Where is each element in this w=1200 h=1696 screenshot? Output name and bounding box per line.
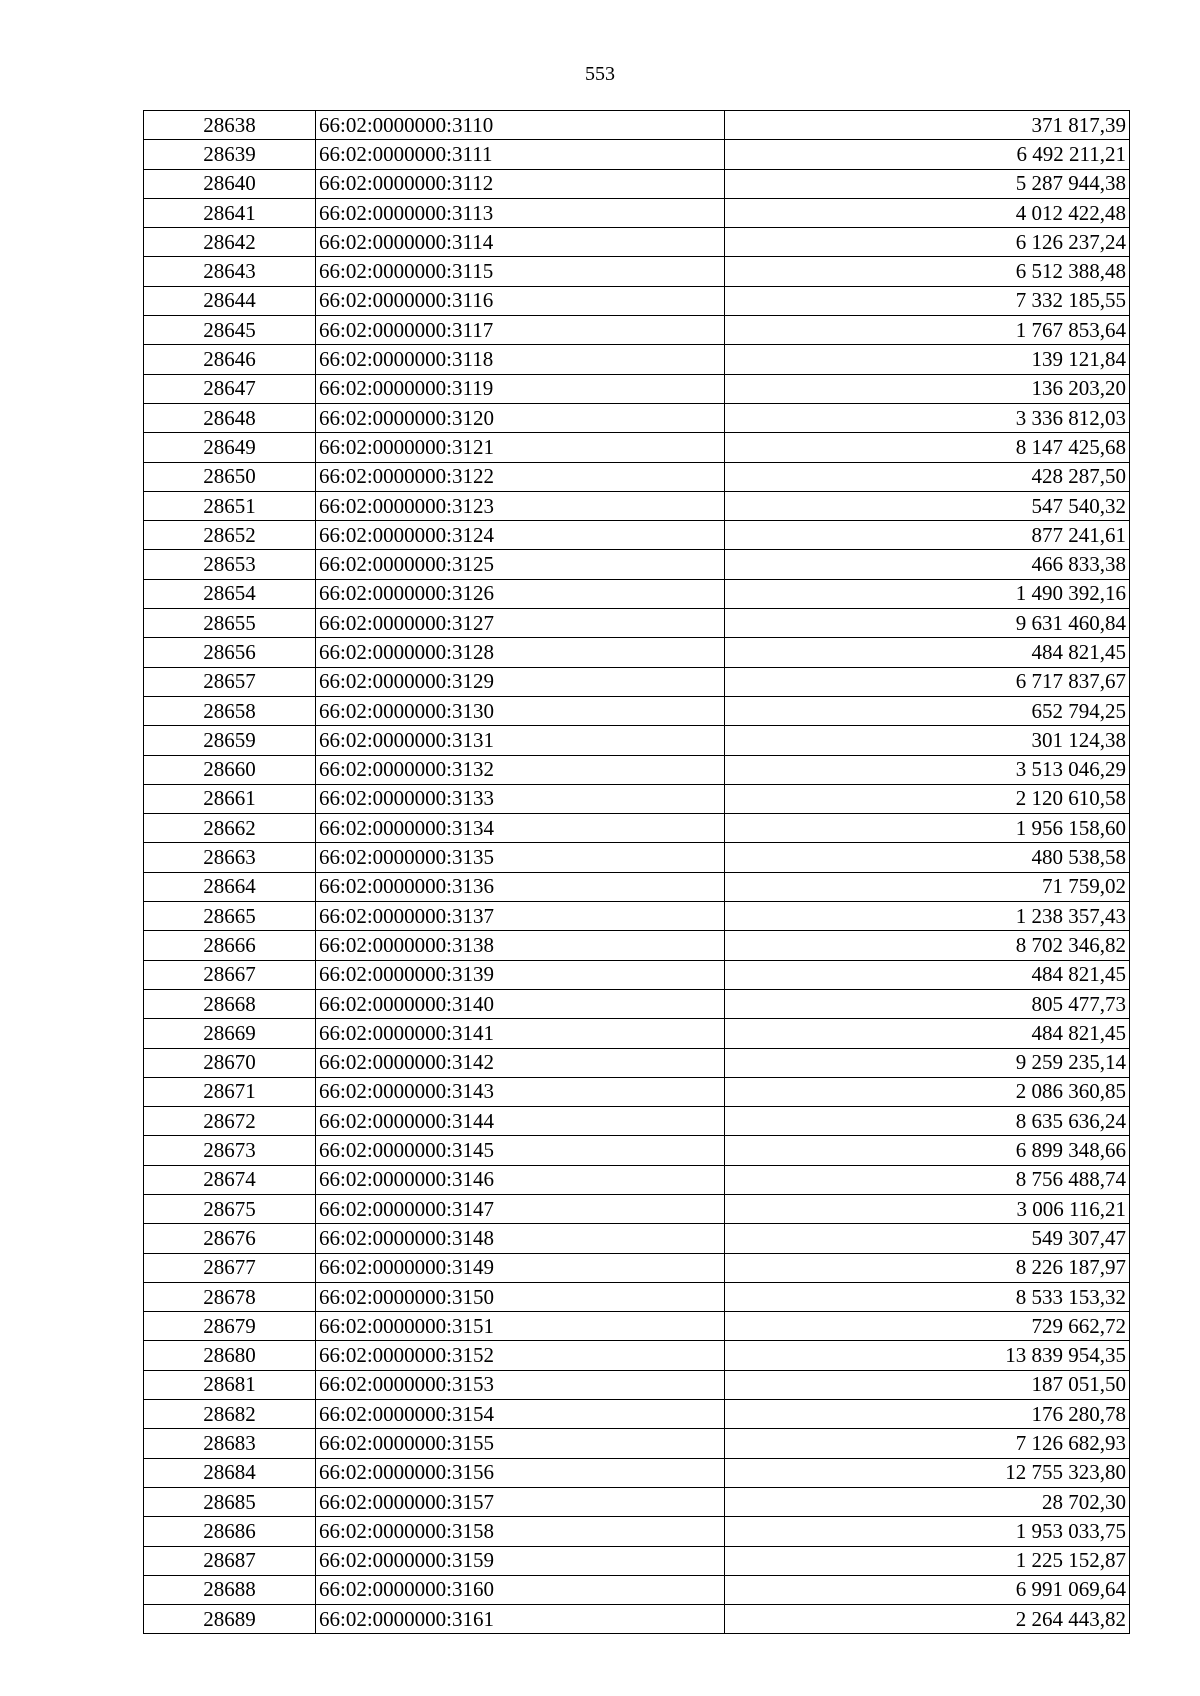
cadastral-value-cell: 8 147 425,68 — [725, 433, 1130, 462]
row-number-cell: 28653 — [144, 550, 316, 579]
table-row — [144, 1253, 1130, 1282]
cadastral-number-cell: 66:02:0000000:3152 — [316, 1341, 725, 1370]
row-number-cell: 28670 — [144, 1048, 316, 1077]
cadastral-number-cell: 66:02:0000000:3128 — [316, 638, 725, 667]
row-number-cell: 28647 — [144, 374, 316, 403]
table-row — [144, 638, 1130, 667]
table-row — [144, 902, 1130, 931]
table-row — [144, 989, 1130, 1018]
cadastral-value-cell: 28 702,30 — [725, 1487, 1130, 1516]
row-number-cell: 28680 — [144, 1341, 316, 1370]
table-row — [144, 843, 1130, 872]
table-row — [144, 1048, 1130, 1077]
cadastral-value-cell: 428 287,50 — [725, 462, 1130, 491]
table-row — [144, 814, 1130, 843]
cadastral-number-cell: 66:02:0000000:3131 — [316, 726, 725, 755]
cadastral-number-cell: 66:02:0000000:3127 — [316, 609, 725, 638]
table-row — [144, 1517, 1130, 1546]
table-row — [144, 960, 1130, 989]
table-row — [144, 1194, 1130, 1223]
cadastral-value-cell: 1 767 853,64 — [725, 316, 1130, 345]
cadastral-value-cell: 549 307,47 — [725, 1224, 1130, 1253]
table-row — [144, 1370, 1130, 1399]
row-number-cell: 28662 — [144, 814, 316, 843]
cadastral-value-cell: 12 755 323,80 — [725, 1458, 1130, 1487]
cadastral-number-cell: 66:02:0000000:3139 — [316, 960, 725, 989]
cadastral-number-cell: 66:02:0000000:3158 — [316, 1517, 725, 1546]
cadastral-value-cell: 7 332 185,55 — [725, 286, 1130, 315]
cadastral-number-cell: 66:02:0000000:3111 — [316, 140, 725, 169]
table-row — [144, 1107, 1130, 1136]
cadastral-value-cell: 6 512 388,48 — [725, 257, 1130, 286]
row-number-cell: 28639 — [144, 140, 316, 169]
cadastral-value-cell: 5 287 944,38 — [725, 169, 1130, 198]
table-row — [144, 1224, 1130, 1253]
table-row — [144, 1282, 1130, 1311]
table-row — [144, 433, 1130, 462]
table-row — [144, 1019, 1130, 1048]
row-number-cell: 28642 — [144, 228, 316, 257]
table-row — [144, 1136, 1130, 1165]
cadastral-value-cell: 8 533 153,32 — [725, 1282, 1130, 1311]
row-number-cell: 28654 — [144, 579, 316, 608]
table-row — [144, 403, 1130, 432]
row-number-cell: 28689 — [144, 1605, 316, 1634]
cadastral-number-cell: 66:02:0000000:3145 — [316, 1136, 725, 1165]
cadastral-number-cell: 66:02:0000000:3157 — [316, 1487, 725, 1516]
row-number-cell: 28672 — [144, 1107, 316, 1136]
cadastral-number-cell: 66:02:0000000:3112 — [316, 169, 725, 198]
cadastral-number-cell: 66:02:0000000:3141 — [316, 1019, 725, 1048]
cadastral-number-cell: 66:02:0000000:3144 — [316, 1107, 725, 1136]
cadastral-number-cell: 66:02:0000000:3160 — [316, 1575, 725, 1604]
table-row — [144, 667, 1130, 696]
cadastral-number-cell: 66:02:0000000:3122 — [316, 462, 725, 491]
row-number-cell: 28687 — [144, 1546, 316, 1575]
table-row — [144, 550, 1130, 579]
cadastral-number-cell: 66:02:0000000:3125 — [316, 550, 725, 579]
cadastral-value-table — [143, 110, 1130, 1634]
cadastral-number-cell: 66:02:0000000:3161 — [316, 1605, 725, 1634]
table-row — [144, 521, 1130, 550]
cadastral-value-cell: 1 238 357,43 — [725, 902, 1130, 931]
cadastral-value-cell: 139 121,84 — [725, 345, 1130, 374]
row-number-cell: 28684 — [144, 1458, 316, 1487]
row-number-cell: 28661 — [144, 784, 316, 813]
row-number-cell: 28664 — [144, 872, 316, 901]
table-row — [144, 462, 1130, 491]
cadastral-number-cell: 66:02:0000000:3138 — [316, 931, 725, 960]
cadastral-number-cell: 66:02:0000000:3150 — [316, 1282, 725, 1311]
table-row — [144, 696, 1130, 725]
row-number-cell: 28644 — [144, 286, 316, 315]
cadastral-number-cell: 66:02:0000000:3126 — [316, 579, 725, 608]
table-row — [144, 1077, 1130, 1106]
cadastral-number-cell: 66:02:0000000:3151 — [316, 1312, 725, 1341]
cadastral-number-cell: 66:02:0000000:3132 — [316, 755, 725, 784]
cadastral-value-cell: 71 759,02 — [725, 872, 1130, 901]
cadastral-value-cell: 3 336 812,03 — [725, 403, 1130, 432]
cadastral-number-cell: 66:02:0000000:3143 — [316, 1077, 725, 1106]
row-number-cell: 28682 — [144, 1400, 316, 1429]
cadastral-number-cell: 66:02:0000000:3118 — [316, 345, 725, 374]
page-number: 553 — [585, 63, 615, 85]
cadastral-value-cell: 176 280,78 — [725, 1400, 1130, 1429]
row-number-cell: 28679 — [144, 1312, 316, 1341]
row-number-cell: 28685 — [144, 1487, 316, 1516]
cadastral-value-cell: 547 540,32 — [725, 491, 1130, 520]
row-number-cell: 28677 — [144, 1253, 316, 1282]
cadastral-value-cell: 729 662,72 — [725, 1312, 1130, 1341]
cadastral-value-cell: 3 006 116,21 — [725, 1194, 1130, 1223]
row-number-cell: 28676 — [144, 1224, 316, 1253]
cadastral-number-cell: 66:02:0000000:3134 — [316, 814, 725, 843]
cadastral-value-cell: 2 086 360,85 — [725, 1077, 1130, 1106]
table-row — [144, 198, 1130, 227]
cadastral-number-cell: 66:02:0000000:3114 — [316, 228, 725, 257]
cadastral-number-cell: 66:02:0000000:3123 — [316, 491, 725, 520]
cadastral-value-cell: 877 241,61 — [725, 521, 1130, 550]
cadastral-number-cell: 66:02:0000000:3159 — [316, 1546, 725, 1575]
cadastral-value-cell: 1 956 158,60 — [725, 814, 1130, 843]
row-number-cell: 28638 — [144, 111, 316, 140]
cadastral-value-cell: 2 120 610,58 — [725, 784, 1130, 813]
cadastral-value-cell: 9 631 460,84 — [725, 609, 1130, 638]
cadastral-value-cell: 136 203,20 — [725, 374, 1130, 403]
row-number-cell: 28643 — [144, 257, 316, 286]
row-number-cell: 28683 — [144, 1429, 316, 1458]
row-number-cell: 28658 — [144, 696, 316, 725]
cadastral-value-cell: 8 226 187,97 — [725, 1253, 1130, 1282]
cadastral-value-cell: 9 259 235,14 — [725, 1048, 1130, 1077]
cadastral-value-cell: 2 264 443,82 — [725, 1605, 1130, 1634]
table-row — [144, 491, 1130, 520]
table-row — [144, 755, 1130, 784]
row-number-cell: 28650 — [144, 462, 316, 491]
cadastral-value-cell: 652 794,25 — [725, 696, 1130, 725]
table-row — [144, 931, 1130, 960]
table-body — [144, 111, 1130, 1634]
cadastral-value-cell: 7 126 682,93 — [725, 1429, 1130, 1458]
row-number-cell: 28652 — [144, 521, 316, 550]
table-row — [144, 1458, 1130, 1487]
cadastral-value-cell: 1 225 152,87 — [725, 1546, 1130, 1575]
row-number-cell: 28688 — [144, 1575, 316, 1604]
cadastral-value-cell: 466 833,38 — [725, 550, 1130, 579]
cadastral-number-cell: 66:02:0000000:3137 — [316, 902, 725, 931]
cadastral-value-cell: 805 477,73 — [725, 989, 1130, 1018]
row-number-cell: 28671 — [144, 1077, 316, 1106]
cadastral-number-cell: 66:02:0000000:3110 — [316, 111, 725, 140]
row-number-cell: 28668 — [144, 989, 316, 1018]
row-number-cell: 28655 — [144, 609, 316, 638]
cadastral-number-cell: 66:02:0000000:3135 — [316, 843, 725, 872]
cadastral-number-cell: 66:02:0000000:3149 — [316, 1253, 725, 1282]
row-number-cell: 28675 — [144, 1194, 316, 1223]
cadastral-number-cell: 66:02:0000000:3120 — [316, 403, 725, 432]
cadastral-number-cell: 66:02:0000000:3117 — [316, 316, 725, 345]
table-row — [144, 1400, 1130, 1429]
cadastral-number-cell: 66:02:0000000:3129 — [316, 667, 725, 696]
table-row — [144, 579, 1130, 608]
cadastral-value-cell: 3 513 046,29 — [725, 755, 1130, 784]
cadastral-number-cell: 66:02:0000000:3148 — [316, 1224, 725, 1253]
cadastral-value-cell: 6 991 069,64 — [725, 1575, 1130, 1604]
row-number-cell: 28649 — [144, 433, 316, 462]
cadastral-number-cell: 66:02:0000000:3155 — [316, 1429, 725, 1458]
cadastral-value-cell: 480 538,58 — [725, 843, 1130, 872]
row-number-cell: 28667 — [144, 960, 316, 989]
table-row — [144, 784, 1130, 813]
row-number-cell: 28681 — [144, 1370, 316, 1399]
cadastral-number-cell: 66:02:0000000:3140 — [316, 989, 725, 1018]
row-number-cell: 28665 — [144, 902, 316, 931]
cadastral-number-cell: 66:02:0000000:3142 — [316, 1048, 725, 1077]
table-row — [144, 1487, 1130, 1516]
table-row — [144, 1575, 1130, 1604]
row-number-cell: 28656 — [144, 638, 316, 667]
cadastral-value-cell: 484 821,45 — [725, 1019, 1130, 1048]
row-number-cell: 28686 — [144, 1517, 316, 1546]
table-row — [144, 316, 1130, 345]
row-number-cell: 28641 — [144, 198, 316, 227]
cadastral-value-cell: 6 717 837,67 — [725, 667, 1130, 696]
table-row — [144, 1546, 1130, 1575]
cadastral-value-cell: 371 817,39 — [725, 111, 1130, 140]
table-row — [144, 726, 1130, 755]
cadastral-value-cell: 484 821,45 — [725, 638, 1130, 667]
table-row — [144, 111, 1130, 140]
cadastral-number-cell: 66:02:0000000:3121 — [316, 433, 725, 462]
cadastral-number-cell: 66:02:0000000:3124 — [316, 521, 725, 550]
row-number-cell: 28646 — [144, 345, 316, 374]
cadastral-value-cell: 4 012 422,48 — [725, 198, 1130, 227]
row-number-cell: 28640 — [144, 169, 316, 198]
cadastral-value-cell: 187 051,50 — [725, 1370, 1130, 1399]
cadastral-number-cell: 66:02:0000000:3156 — [316, 1458, 725, 1487]
row-number-cell: 28648 — [144, 403, 316, 432]
row-number-cell: 28669 — [144, 1019, 316, 1048]
cadastral-value-cell: 8 702 346,82 — [725, 931, 1130, 960]
table-row — [144, 140, 1130, 169]
cadastral-number-cell: 66:02:0000000:3133 — [316, 784, 725, 813]
cadastral-value-cell: 1 490 392,16 — [725, 579, 1130, 608]
cadastral-value-cell: 484 821,45 — [725, 960, 1130, 989]
cadastral-value-cell: 6 492 211,21 — [725, 140, 1130, 169]
cadastral-number-cell: 66:02:0000000:3116 — [316, 286, 725, 315]
cadastral-value-cell: 6 126 237,24 — [725, 228, 1130, 257]
table-row — [144, 228, 1130, 257]
table-row — [144, 609, 1130, 638]
table-row — [144, 345, 1130, 374]
row-number-cell: 28666 — [144, 931, 316, 960]
cadastral-number-cell: 66:02:0000000:3113 — [316, 198, 725, 227]
row-number-cell: 28663 — [144, 843, 316, 872]
cadastral-value-cell: 301 124,38 — [725, 726, 1130, 755]
row-number-cell: 28678 — [144, 1282, 316, 1311]
row-number-cell: 28645 — [144, 316, 316, 345]
table-row — [144, 374, 1130, 403]
cadastral-value-cell: 8 756 488,74 — [725, 1165, 1130, 1194]
cadastral-number-cell: 66:02:0000000:3119 — [316, 374, 725, 403]
cadastral-value-cell: 6 899 348,66 — [725, 1136, 1130, 1165]
cadastral-number-cell: 66:02:0000000:3130 — [316, 696, 725, 725]
cadastral-number-cell: 66:02:0000000:3115 — [316, 257, 725, 286]
cadastral-number-cell: 66:02:0000000:3136 — [316, 872, 725, 901]
row-number-cell: 28660 — [144, 755, 316, 784]
table-row — [144, 1341, 1130, 1370]
cadastral-value-cell: 8 635 636,24 — [725, 1107, 1130, 1136]
cadastral-number-cell: 66:02:0000000:3153 — [316, 1370, 725, 1399]
cadastral-number-cell: 66:02:0000000:3146 — [316, 1165, 725, 1194]
table-row — [144, 286, 1130, 315]
cadastral-value-cell: 1 953 033,75 — [725, 1517, 1130, 1546]
table-row — [144, 1605, 1130, 1634]
row-number-cell: 28651 — [144, 491, 316, 520]
table-row — [144, 257, 1130, 286]
row-number-cell: 28674 — [144, 1165, 316, 1194]
table-row — [144, 1429, 1130, 1458]
table-row — [144, 169, 1130, 198]
row-number-cell: 28657 — [144, 667, 316, 696]
row-number-cell: 28673 — [144, 1136, 316, 1165]
cadastral-number-cell: 66:02:0000000:3147 — [316, 1194, 725, 1223]
table-row — [144, 1312, 1130, 1341]
cadastral-value-cell: 13 839 954,35 — [725, 1341, 1130, 1370]
row-number-cell: 28659 — [144, 726, 316, 755]
table-row — [144, 872, 1130, 901]
cadastral-number-cell: 66:02:0000000:3154 — [316, 1400, 725, 1429]
table-row — [144, 1165, 1130, 1194]
